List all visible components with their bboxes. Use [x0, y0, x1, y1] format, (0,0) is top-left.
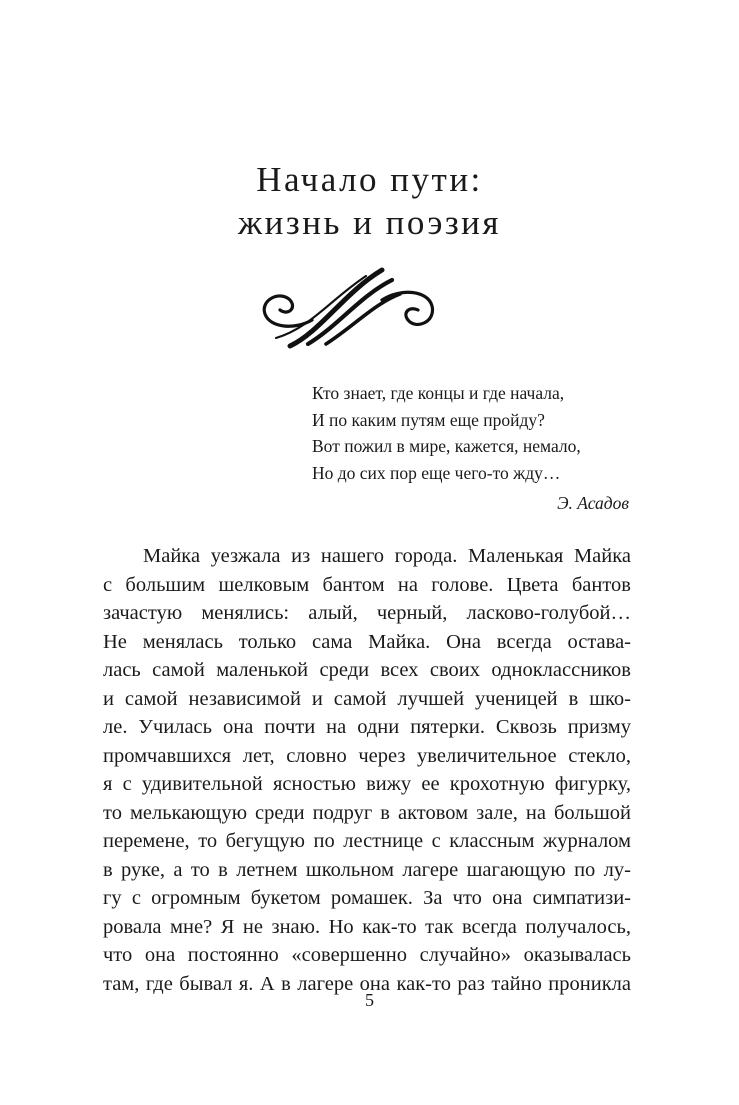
body-line: я с удивительной ясностью вижу ее крохотную фигурку,: [103, 773, 631, 795]
body-line: Не менялась только сама Майка. Она всегда остава-: [103, 630, 631, 653]
flourish-ornament-icon: [250, 262, 445, 352]
epigraph-line: Кто знает, где концы и где начала,: [312, 383, 565, 403]
body-line: с большим шелковым бантом на голове. Цвета бантов: [103, 573, 631, 596]
body-line: ровала мне? Я не знаю. Но как-то так всегда получалось,: [103, 915, 631, 938]
body-line: что она постоянно «совершенно случайно» оказывалась: [103, 944, 631, 966]
body-line: там, где бывал я. А в лагере она как-то раз тайно проникла: [103, 972, 631, 995]
epigraph-line: Но до сих пор еще чего-то жду…: [312, 462, 561, 483]
epigraph: [312, 380, 634, 517]
body-line: ле. Училась она почти на одни пятерки. Сквозь призму: [103, 716, 631, 738]
body-line: гу с огромным букетом ромашек. За что она симпатизи-: [103, 887, 631, 909]
body-line: зачастую менялись: алый, черный, ласково-голубой…: [103, 602, 631, 624]
body-paragraph: [103, 542, 631, 998]
chapter-title-line-2: жизнь и поэзия: [238, 203, 501, 242]
body-line: промчавшихся лет, словно через увеличительное стекло,: [103, 744, 631, 767]
body-line: перемене, то бегущую по лестнице с классным журналом: [103, 830, 631, 852]
body-line: в руке, а то в летнем школьном лагере шагающую по лу-: [103, 858, 631, 881]
chapter-title-line-1: Начало пути:: [256, 160, 483, 199]
body-line: Майка уезжала из нашего города. Маленькая Майка: [143, 545, 631, 567]
chapter-title: [0, 158, 739, 244]
body-line: то мелькающую среди подруг в актовом зале, на большой: [103, 801, 631, 824]
epigraph-author: Э. Асадов: [557, 493, 629, 513]
body-line: и самой независимой и самой лучшей ученицей в шко-: [103, 687, 631, 710]
page-number: 5: [365, 990, 374, 1010]
body-line: лась самой маленькой среди всех своих одноклассников: [103, 659, 631, 681]
epigraph-line: И по каким путям еще пройду?: [312, 409, 545, 430]
epigraph-line: Вот пожил в мире, кажется, немало,: [312, 436, 581, 456]
